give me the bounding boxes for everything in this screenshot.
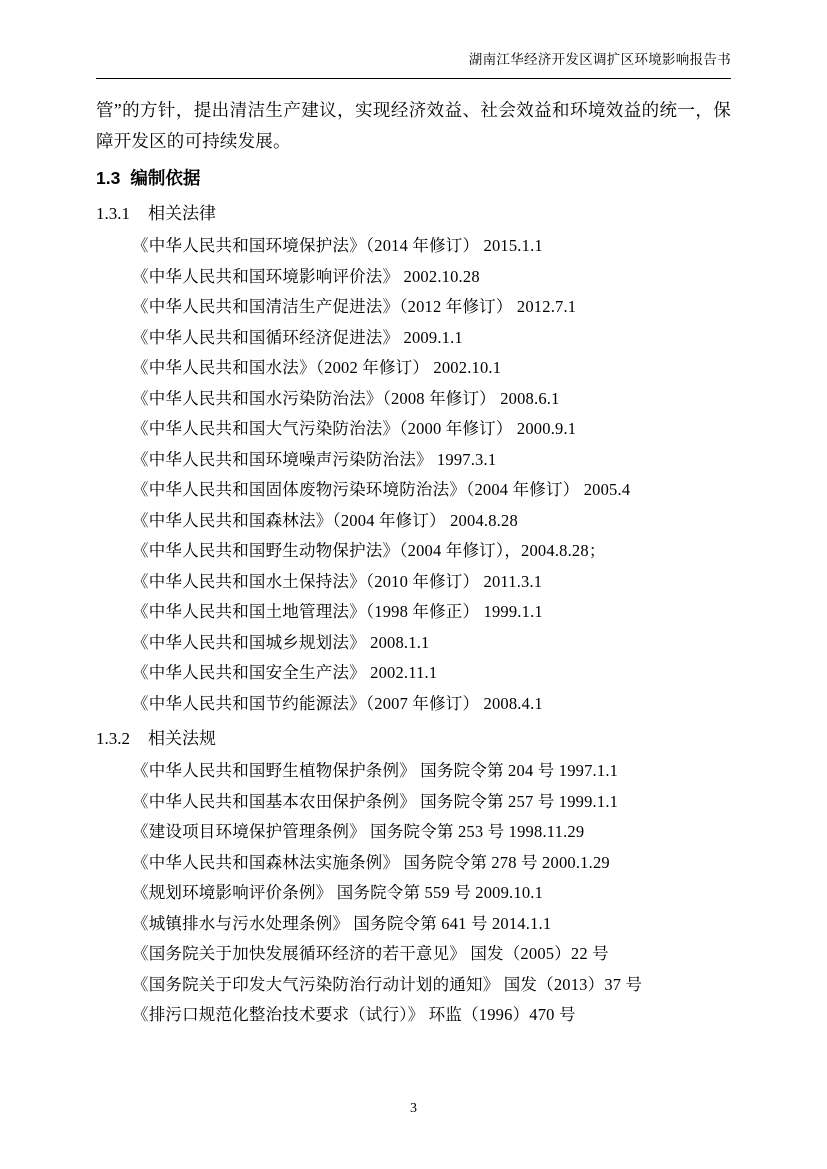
list-item: 《中华人民共和国城乡规划法》 2008.1.1 <box>132 632 430 652</box>
list-item: 《中华人民共和国森林法实施条例》 国务院令第 278 号 2000.1.29 <box>132 852 610 872</box>
list-item: 《中华人民共和国土地管理法》（1998 年修正） 1999.1.1 <box>132 602 543 621</box>
intro-paragraph: 管”的方针，提出清洁生产建议，实现经济效益、社会效益和环境效益的统一，保障开发区的可持续发展。 <box>96 100 731 151</box>
regulation-list <box>96 756 731 1031</box>
heading-1-3-number: 1.3 <box>96 168 121 188</box>
list-item: 《中华人民共和国环境噪声污染防治法》 1997.3.1 <box>132 449 497 469</box>
list-item: 《中华人民共和国水法》（2002 年修订） 2002.10.1 <box>132 358 502 377</box>
list-item: 《中华人民共和国野生动物保护法》（2004 年修订），2004.8.28； <box>132 541 606 560</box>
list-item: 《排污口规范化整治技术要求（试行）》 环监（1996）470 号 <box>132 1005 576 1024</box>
list-item: 《中华人民共和国循环经济促进法》 2009.1.1 <box>132 327 463 347</box>
list-item: 《中华人民共和国水土保持法》（2010 年修订） 2011.3.1 <box>132 571 543 591</box>
heading-1-3-2-title: 相关法规 <box>148 729 216 748</box>
list-item: 《中华人民共和国基本农田保护条例》 国务院令第 257 号 1999.1.1 <box>132 791 619 811</box>
list-item: 《中华人民共和国固体废物污染环境防治法》（2004 年修订） 2005.4 <box>132 480 631 499</box>
list-item: 《中华人民共和国野生植物保护条例》 国务院令第 204 号 1997.1.1 <box>132 761 619 780</box>
heading-1-3 <box>96 163 731 194</box>
list-item: 《规划环境影响评价条例》 国务院令第 559 号 2009.10.1 <box>132 883 544 902</box>
list-item: 《中华人民共和国环境保护法》（2014 年修订） 2015.1.1 <box>132 236 543 255</box>
list-item: 《中华人民共和国水污染防治法》（2008 年修订） 2008.6.1 <box>132 388 560 408</box>
heading-1-3-2-number: 1.3.2 <box>96 729 130 748</box>
list-item: 《中华人民共和国节约能源法》（2007 年修订） 2008.4.1 <box>132 693 543 713</box>
list-item: 《国务院关于印发大气污染防治行动计划的通知》 国发（2013）37 号 <box>132 974 643 994</box>
list-item: 《中华人民共和国环境影响评价法》 2002.10.28 <box>132 266 480 286</box>
list-item: 《中华人民共和国安全生产法》 2002.11.1 <box>132 663 438 682</box>
header-divider <box>96 78 731 79</box>
list-item: 《建设项目环境保护管理条例》 国务院令第 253 号 1998.11.29 <box>132 822 585 841</box>
heading-1-3-1 <box>96 198 731 229</box>
list-item: 《中华人民共和国清洁生产促进法》（2012 年修订） 2012.7.1 <box>132 297 577 316</box>
list-item: 《城镇排水与污水处理条例》 国务院令第 641 号 2014.1.1 <box>132 913 552 933</box>
law-list <box>96 231 731 719</box>
heading-1-3-title: 编制依据 <box>130 168 201 188</box>
list-item: 《中华人民共和国森林法》（2004 年修订） 2004.8.28 <box>132 510 518 530</box>
list-item: 《国务院关于加快发展循环经济的若干意见》 国发（2005）22 号 <box>132 944 609 963</box>
page-content <box>96 95 731 1031</box>
running-header: 湖南江华经济开发区调扩区环境影响报告书 <box>468 52 731 67</box>
heading-1-3-2 <box>96 723 731 754</box>
heading-1-3-1-number: 1.3.1 <box>96 204 130 223</box>
heading-1-3-1-title: 相关法律 <box>148 204 216 223</box>
list-item: 《中华人民共和国大气污染防治法》（2000 年修订） 2000.9.1 <box>132 419 577 438</box>
page-number: 3 <box>410 1101 417 1116</box>
